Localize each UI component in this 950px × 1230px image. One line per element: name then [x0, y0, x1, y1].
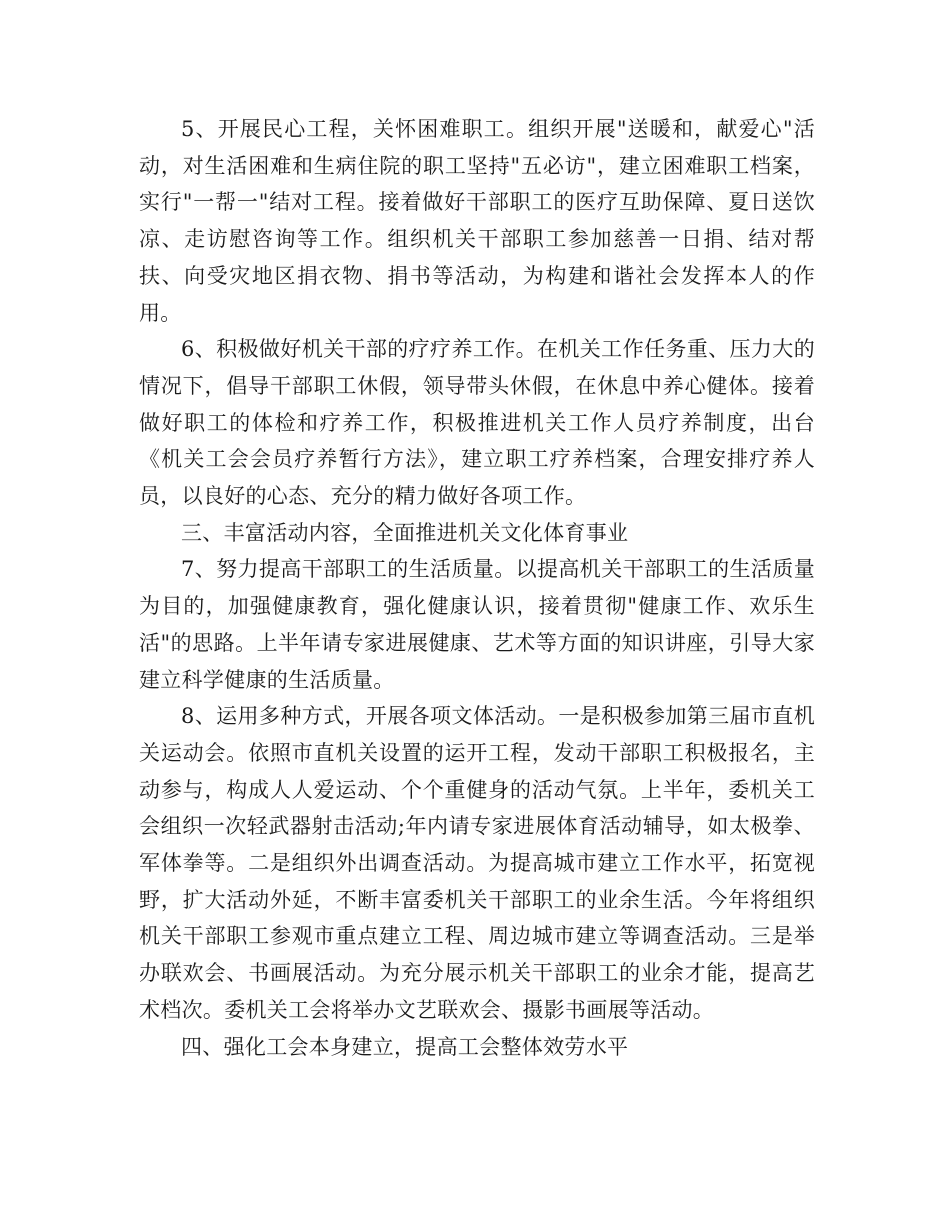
- paragraph-item-7: 7、努力提高干部职工的生活质量。以提高机关干部职工的生活质量为目的，加强健康教育，强化健康认识，接着贯彻"健康工作、欢乐生活"的思路。上半年请专家进展健康、艺术等方面的知识讲座，引导大家建立科学健康的生活质量。: [139, 557, 815, 692]
- paragraph-item-5: 5、开展民心工程，关怀困难职工。组织开展"送暖和，献爱心"活动，对生活困难和生病住院的职工坚持"五必访"，建立困难职工档案，实行"一帮一"结对工程。接着做好干部职工的医疗互助保障、夏日送饮凉、走访慰咨询等工作。组织机关干部职工参加慈善一日捐、结对帮扶、向受灾地区捐衣物、捐书等活动，为构建和谐社会发挥本人的作用。: [139, 117, 815, 325]
- document-page: [139, 111, 815, 1065]
- section-heading-3: 三、丰富活动内容，全面推进机关文化体育事业: [181, 520, 629, 545]
- section-heading-4: 四、强化工会本身建立，提高工会整体效劳水平: [181, 1034, 629, 1059]
- paragraph-item-6: 6、积极做好机关干部的疗疗养工作。在机关工作任务重、压力大的情况下，倡导干部职工休假，领导带头休假，在休息中养心健体。接着做好职工的体检和疗养工作，积极推进机关工作人员疗养制度，出台《机关工会会员疗养暂行方法》，建立职工疗养档案，合理安排疗养人员，以良好的心态、充分的精力做好各项工作。: [139, 337, 815, 509]
- paragraph-item-8: 8、运用多种方式，开展各项文体活动。一是积极参加第三届市直机关运动会。依照市直机关设置的运开工程，发动干部职工积极报名，主动参与，构成人人爱运动、个个重健身的活动气氛。上半年，委机关工会组织一次轻武器射击活动;年内请专家进展体育活动辅导，如太极拳、军体拳等。二是组织外出调查活动。为提高城市建立工作水平，拓宽视野，扩大活动外延，不断丰富委机关干部职工的业余生活。今年将组织机关干部职工参观市重点建立工程、周边城市建立等调查活动。三是举办联欢会、书画展活动。为充分展示机关干部职工的业余才能，提高艺术档次。委机关工会将举办文艺联欢会、摄影书画展等活动。: [139, 704, 815, 1022]
